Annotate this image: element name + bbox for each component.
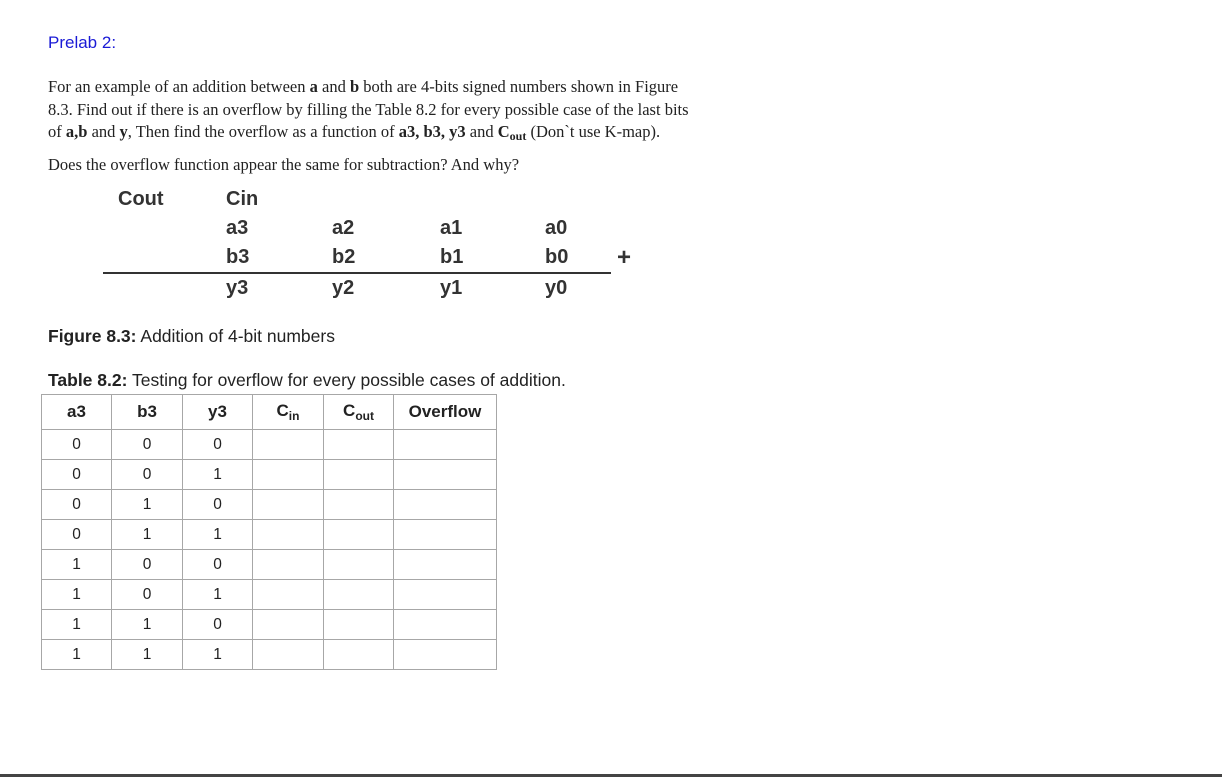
table-row [42, 520, 497, 550]
cell-cout[interactable] [324, 520, 394, 550]
cell-y3: 1 [183, 520, 253, 550]
cell-b3: 1 [112, 640, 183, 670]
cell-y3: 0 [183, 430, 253, 460]
header-overflow: Overflow [394, 395, 497, 430]
statement-line-2: 8.3. Find out if there is an overflow by filling the Table 8.2 for every possible case of the last bits [48, 99, 689, 119]
cell-overflow[interactable] [394, 550, 497, 580]
cell-y3: 0 [183, 610, 253, 640]
cell-b3: 1 [112, 520, 183, 550]
problem-statement [48, 76, 838, 176]
cell-b3: 0 [112, 550, 183, 580]
cell-cout[interactable] [324, 640, 394, 670]
cell-cin[interactable] [253, 490, 324, 520]
statement-line-3: of a,b and y, Then find the overflow as a function of a3, b3, y3 and $C_{out}$ (Don`t use K-map). [48, 122, 661, 143]
cell-y3: 0 [183, 550, 253, 580]
figure-caption: Figure 8.3: Addition of 4-bit numbers [48, 326, 335, 346]
cell-cout[interactable] [324, 550, 394, 580]
cell-cout[interactable] [324, 580, 394, 610]
cell-a3: 1 [42, 610, 112, 640]
statement-question: Does the overflow function appear the same for subtraction? And why? [48, 154, 520, 174]
figure-cin: Cin [226, 188, 259, 210]
cell-b3: 1 [112, 610, 183, 640]
cell-b3: 0 [112, 460, 183, 490]
figure-y1: y1 [440, 277, 463, 299]
table-row [42, 610, 497, 640]
cell-b3: 0 [112, 430, 183, 460]
figure-b2: b2 [332, 246, 356, 268]
cell-a3: 0 [42, 520, 112, 550]
cell-y3: 1 [183, 580, 253, 610]
cell-overflow[interactable] [394, 490, 497, 520]
cell-cin[interactable] [253, 430, 324, 460]
cell-b3: 0 [112, 580, 183, 610]
figure-a2: a2 [332, 217, 355, 239]
cell-y3: 0 [183, 490, 253, 520]
cell-y3: 1 [183, 640, 253, 670]
figure-cout: Cout [118, 188, 164, 210]
header-b3: b3 [112, 395, 183, 430]
figure-sum-rule [103, 272, 611, 274]
cell-overflow[interactable] [394, 580, 497, 610]
table-row [42, 430, 497, 460]
figure-y3: y3 [226, 277, 249, 299]
statement-line-1: For an example of an addition between a and b both are 4-bits signed numbers shown in Figure [48, 77, 679, 96]
table-row [42, 580, 497, 610]
cell-cin[interactable] [253, 580, 324, 610]
table-header-row [42, 395, 497, 430]
cell-cin[interactable] [253, 460, 324, 490]
figure-y2: y2 [332, 277, 355, 299]
cell-a3: 0 [42, 490, 112, 520]
cell-cout[interactable] [324, 430, 394, 460]
figure-b1: b1 [440, 246, 464, 268]
header-y3: y3 [183, 395, 253, 430]
figure-b3: b3 [226, 246, 250, 268]
table-row [42, 640, 497, 670]
cell-cout[interactable] [324, 610, 394, 640]
cell-y3: 1 [183, 460, 253, 490]
table-row [42, 460, 497, 490]
figure-a1: a1 [440, 217, 463, 239]
cell-a3: 0 [42, 460, 112, 490]
cell-a3: 1 [42, 550, 112, 580]
cell-cout[interactable] [324, 490, 394, 520]
cell-cin[interactable] [253, 520, 324, 550]
figure-plus-sign: + [617, 244, 632, 271]
cell-cout[interactable] [324, 460, 394, 490]
figure-a3: a3 [226, 217, 249, 239]
figure-y0: y0 [545, 277, 568, 299]
cell-cin[interactable] [253, 550, 324, 580]
cell-overflow[interactable] [394, 610, 497, 640]
cell-a3: 1 [42, 640, 112, 670]
cell-overflow[interactable] [394, 520, 497, 550]
cell-overflow[interactable] [394, 460, 497, 490]
header-cout: $C_{out}$ [324, 395, 394, 430]
table-row [42, 550, 497, 580]
cell-a3: 0 [42, 430, 112, 460]
cell-overflow[interactable] [394, 640, 497, 670]
cell-b3: 1 [112, 490, 183, 520]
cell-cin[interactable] [253, 640, 324, 670]
cell-cin[interactable] [253, 610, 324, 640]
header-cin: $C_{in}$ [253, 395, 324, 430]
page-title: Prelab 2: [48, 33, 117, 52]
cell-overflow[interactable] [394, 430, 497, 460]
table-caption: Table 8.2: Testing for overflow for every possible cases of addition. [48, 370, 566, 390]
table-row [42, 490, 497, 520]
figure-b0: b0 [545, 246, 569, 268]
page-bottom-divider [0, 774, 1222, 777]
header-a3: a3 [42, 395, 112, 430]
overflow-table [41, 394, 497, 670]
figure-a0: a0 [545, 217, 568, 239]
cell-a3: 1 [42, 580, 112, 610]
